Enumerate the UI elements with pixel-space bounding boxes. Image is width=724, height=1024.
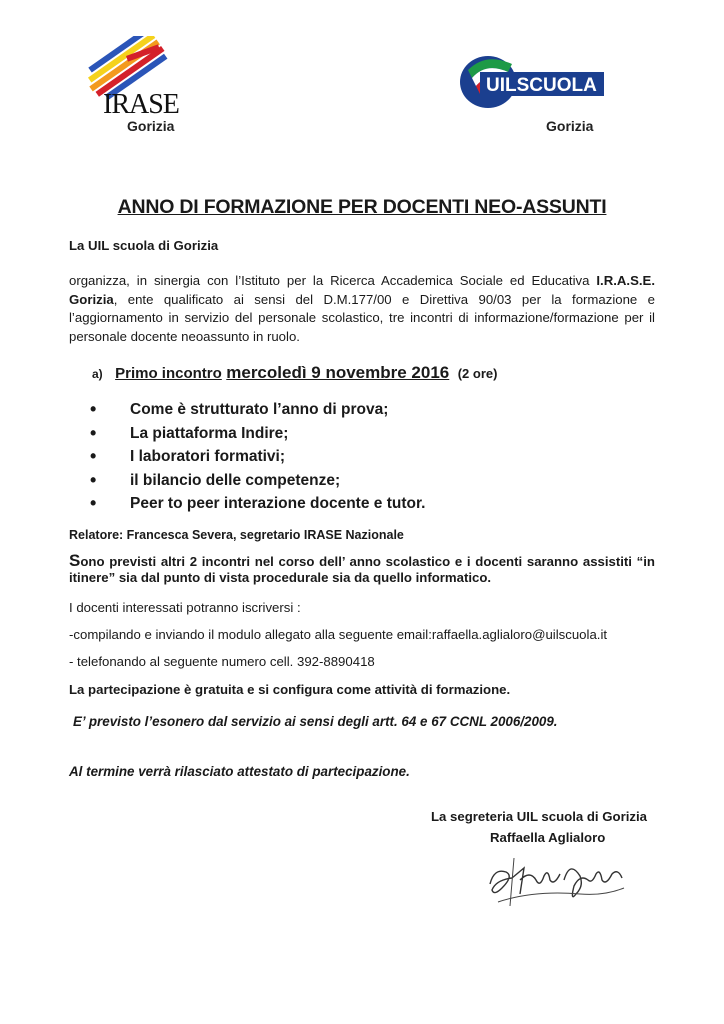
meeting-line: [92, 363, 497, 383]
list-item: • Peer to peer interazione docente e tutor.: [88, 492, 425, 516]
more-meetings-text: ono previsti altri 2 incontri nel corso dell’ anno scolastico e i docenti saranno assistiti “in itinere” sia dal punto di vista procedurale sia da quello informatico.: [69, 554, 655, 585]
drop-cap: S: [69, 551, 81, 570]
list-item: • La piattaforma Indire;: [88, 422, 425, 446]
registration-intro: I docenti interessati potranno iscriversi :: [69, 600, 301, 615]
irase-name: I.R.A.S.E. Gorizia: [69, 273, 655, 307]
speaker: Relatore: Francesca Severa, segretario IRASE Nazionale: [69, 528, 404, 542]
meeting-marker: a): [92, 367, 103, 381]
irase-logo: [86, 36, 192, 116]
certificate-note: Al termine verrà rilasciato attestato di partecipazione.: [69, 764, 410, 779]
exemption-note: E’ previsto l’esonero dal servizio ai sensi degli artt. 64 e 67 CCNL 2006/2009.: [73, 714, 558, 729]
intro-text-after: , ente qualificato ai sensi del D.M.177/00 e Direttiva 90/03 per la formazione e l’aggiornamento in servizio del personale scolastico, tre incontri di informazione/formazione per il personale docente neoassunto in ruolo.: [69, 291, 655, 344]
intro-paragraph: [69, 272, 655, 346]
list-item: • Come è strutturato l’anno di prova;: [88, 398, 425, 422]
signature-line-2: Raffaella Aglialoro: [490, 830, 606, 845]
meeting-label: Primo incontro: [115, 365, 222, 382]
list-item: • I laboratori formativi;: [88, 445, 425, 469]
left-logo-city: Gorizia: [127, 118, 175, 134]
right-logo-city: Gorizia: [546, 118, 594, 134]
registration-phone: - telefonando al seguente numero cell. 392-8890418: [69, 654, 375, 669]
organizer: La UIL scuola di Gorizia: [69, 238, 219, 253]
uilscuola-logo: [456, 50, 604, 112]
handwritten-signature: [484, 850, 630, 910]
svg-text:IRASE: IRASE: [103, 89, 179, 116]
registration-email: -compilando e inviando il modulo allegato alla seguente email:raffaella.aglialoro@uilscuola.it: [69, 627, 608, 642]
svg-text:UILSCUOLA: UILSCUOLA: [486, 75, 597, 96]
meeting-duration: (2 ore): [457, 366, 498, 381]
list-item: • il bilancio delle competenze;: [88, 469, 425, 493]
intro-text-before: organizza, in sinergia con l’Istituto per la Ricerca Accademica Sociale ed Educativa: [69, 273, 590, 288]
meeting-date: mercoledì 9 novembre 2016: [226, 363, 450, 382]
signature-line-1: La segreteria UIL scuola di Gorizia: [431, 809, 647, 824]
participation-note: La partecipazione è gratuita e si configura come attività di formazione.: [69, 682, 511, 697]
more-meetings: [69, 553, 655, 586]
document-title: ANNO DI FORMAZIONE PER DOCENTI NEO-ASSUNTI: [117, 196, 607, 218]
topics-list: [88, 398, 425, 516]
